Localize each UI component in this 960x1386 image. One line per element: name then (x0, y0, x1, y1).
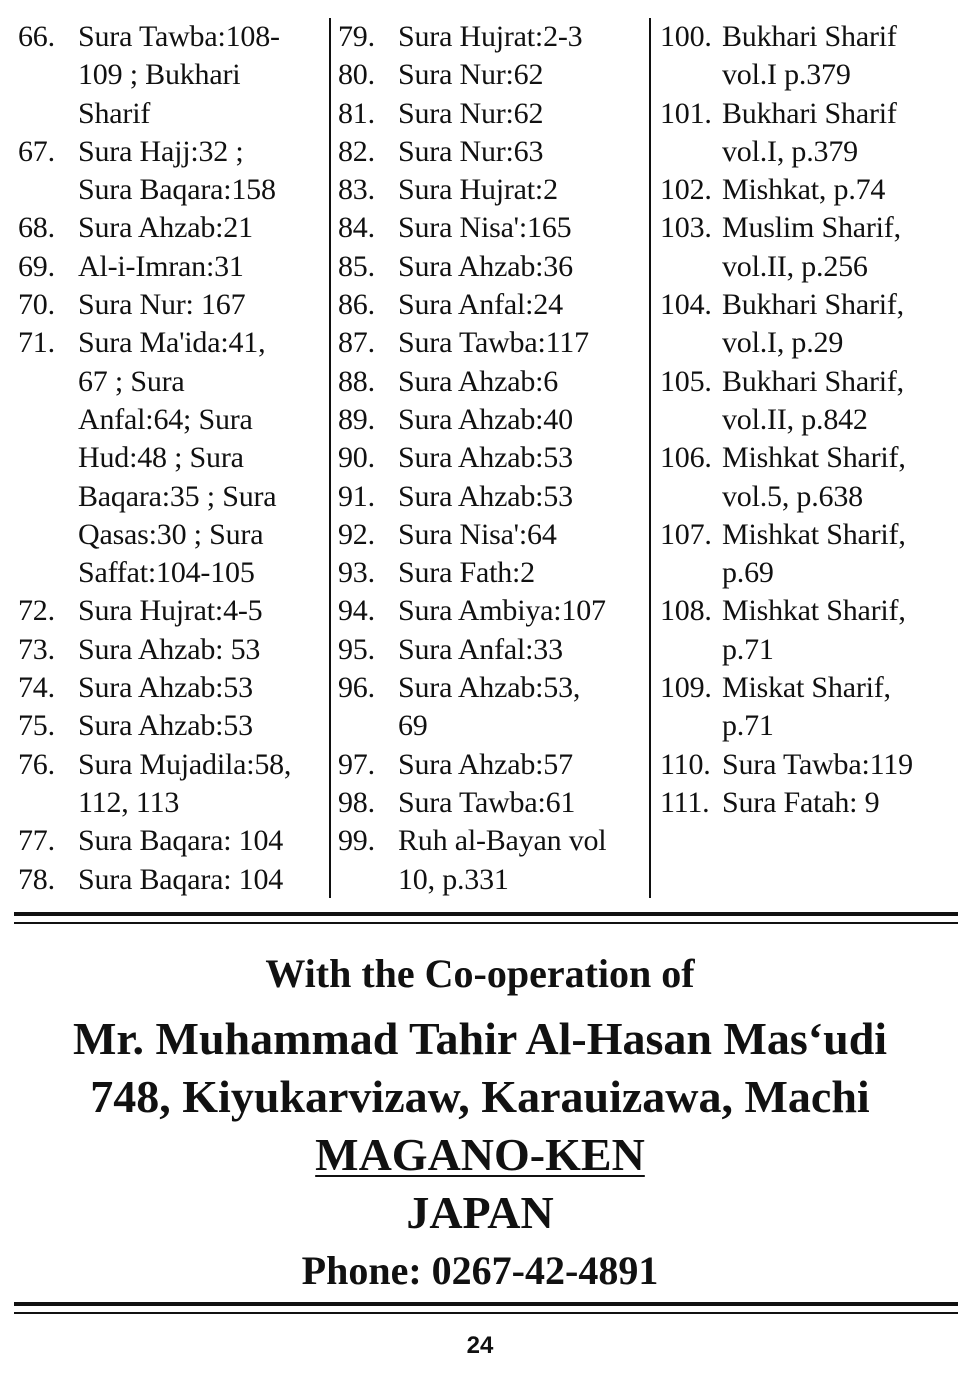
reference-number: 83. (338, 173, 375, 207)
reference-citation: Sura Nur:62 (398, 96, 544, 130)
reference-citation: Sura Ahzab: 53 (78, 632, 261, 666)
reference-citation: Sura Ma'ida:41, 67 ; Sura Anfal:64; Sura Hud:48 ; Sura Baqara:35 ; Sura Qasas:30 ; Sura Saffat:104-105 (78, 326, 277, 590)
reference-number: 76. (18, 747, 55, 781)
reference-citation: Muslim Sharif, vol.II, p.256 (722, 211, 901, 283)
reference-number: 93. (338, 556, 375, 590)
reference-citation: Sura Ahzab:36 (398, 249, 573, 283)
contributor-prefecture: MAGANO-KEN (315, 1129, 645, 1180)
reference-entry (338, 324, 646, 362)
reference-entry (18, 669, 326, 707)
reference-citation: Sura Anfal:24 (398, 288, 563, 322)
acknowledgement-block (0, 944, 960, 1298)
reference-entry (18, 248, 326, 286)
reference-number: 70. (18, 288, 55, 322)
reference-entry (338, 171, 646, 209)
reference-citation: Sura Anfal:33 (398, 632, 563, 666)
reference-citation: Sura Ahzab:53 (398, 441, 573, 475)
reference-citation: Sura Ahzab:21 (78, 211, 253, 245)
reference-citation: Sura Baqara: 104 (78, 824, 284, 858)
reference-column-2 (338, 18, 646, 899)
reference-entry (18, 209, 326, 247)
reference-entry (338, 631, 646, 669)
reference-entry (660, 746, 956, 784)
reference-number: 101. (660, 96, 712, 130)
reference-citation: Sura Tawba:119 (722, 747, 913, 781)
reference-entry (660, 171, 956, 209)
contributor-phone: Phone: 0267-42-4891 (301, 1248, 659, 1293)
reference-number: 97. (338, 747, 375, 781)
reference-number: 91. (338, 479, 375, 513)
reference-citation: Sura Tawba:117 (398, 326, 589, 360)
page-number: 24 (466, 1332, 494, 1359)
reference-citation: Bukhari Sharif vol.I, p.379 (722, 96, 897, 168)
reference-citation: Mishkat Sharif, p.69 (722, 517, 906, 590)
reference-citation: Sura Ahzab:53 (78, 709, 253, 743)
reference-citation: Al-i-Imran:31 (78, 249, 244, 283)
reference-number: 111. (660, 785, 710, 819)
reference-entry (338, 669, 646, 746)
reference-entry (338, 248, 646, 286)
reference-citation: Sura Nisa':64 (398, 517, 557, 551)
reference-entry (18, 18, 326, 133)
contributor-address: 748, Kiyukarvizaw, Karauizawa, Machi (90, 1071, 870, 1122)
reference-entry (660, 18, 956, 95)
reference-number: 98. (338, 785, 375, 819)
reference-entry (338, 209, 646, 247)
reference-entry (338, 746, 646, 784)
reference-citation: Sura Fath:2 (398, 556, 535, 590)
reference-citation: Sura Nur:63 (398, 134, 544, 168)
reference-citation: Bukhari Sharif, vol.I, p.29 (722, 288, 904, 360)
reference-entry (338, 56, 646, 94)
acknowledgement-intro: With the Co-operation of (265, 951, 695, 996)
reference-citation: Sura Hajj:32 ; Sura Baqara:158 (78, 134, 276, 207)
reference-citation: Sura Hujrat:2 (398, 173, 558, 207)
reference-number: 96. (338, 671, 375, 705)
reference-number: 66. (18, 20, 55, 53)
reference-citation: Bukhari Sharif vol.I p.379 (722, 20, 897, 92)
reference-column-1 (18, 18, 326, 899)
reference-citation: Sura Ambiya:107 (398, 594, 606, 628)
reference-entry (18, 631, 326, 669)
reference-number: 99. (338, 824, 375, 858)
reference-number: 109. (660, 671, 712, 705)
reference-entry (338, 286, 646, 324)
reference-citation: Sura Hujrat:4-5 (78, 594, 263, 628)
reference-number: 95. (338, 632, 375, 666)
reference-citation: Sura Nur: 167 (78, 288, 246, 322)
reference-citation: Sura Ahzab:6 (398, 364, 559, 398)
reference-entry (18, 133, 326, 210)
reference-number: 110. (660, 747, 711, 781)
reference-number: 77. (18, 824, 55, 858)
reference-number: 72. (18, 594, 55, 628)
reference-citation: Sura Ahzab:57 (398, 747, 573, 781)
reference-citation: Sura Tawba:108- 109 ; Bukhari Sharif (78, 20, 280, 130)
reference-number: 88. (338, 364, 375, 398)
reference-number: 100. (660, 20, 712, 53)
reference-number: 73. (18, 632, 55, 666)
reference-citation: Miskat Sharif, p.71 (722, 671, 891, 743)
reference-column-3 (660, 18, 956, 822)
reference-citation: Sura Ahzab:53 (398, 479, 573, 513)
reference-number: 79. (338, 20, 375, 53)
reference-entry (18, 592, 326, 630)
reference-citation: Sura Fatah: 9 (722, 785, 880, 819)
reference-number: 102. (660, 173, 712, 207)
reference-entry (660, 286, 956, 363)
reference-entry (338, 516, 646, 554)
reference-entry (18, 746, 326, 823)
reference-number: 108. (660, 594, 712, 628)
reference-entry (660, 669, 956, 746)
column-divider (649, 18, 651, 898)
reference-entry (338, 401, 646, 439)
reference-number: 82. (338, 134, 375, 168)
reference-entry (18, 707, 326, 745)
reference-number: 89. (338, 402, 375, 436)
reference-number: 104. (660, 288, 712, 322)
reference-entry (338, 592, 646, 630)
reference-number: 103. (660, 211, 712, 245)
reference-citation: Sura Hujrat:2-3 (398, 20, 583, 53)
reference-citation: Sura Tawba:61 (398, 785, 576, 819)
reference-entry (338, 95, 646, 133)
reference-entry (660, 592, 956, 669)
reference-citation: Sura Nur:62 (398, 58, 544, 92)
reference-entry (338, 133, 646, 171)
reference-number: 80. (338, 58, 375, 92)
reference-citation: Sura Mujadila:58, 112, 113 (78, 747, 292, 819)
reference-number: 87. (338, 326, 375, 360)
reference-entry (18, 324, 326, 592)
reference-citation: Bukhari Sharif, vol.II, p.842 (722, 364, 904, 436)
reference-number: 78. (18, 862, 55, 896)
reference-entry (18, 822, 326, 860)
reference-entry (660, 516, 956, 593)
reference-number: 92. (338, 517, 375, 551)
reference-number: 85. (338, 249, 375, 283)
reference-citation: Ruh al-Bayan vol 10, p.331 (398, 824, 607, 896)
reference-citation: Mishkat, p.74 (722, 173, 886, 207)
reference-number: 107. (660, 517, 712, 551)
reference-entry (660, 439, 956, 516)
reference-number: 106. (660, 441, 712, 475)
reference-entry (18, 286, 326, 324)
reference-entry (338, 439, 646, 477)
reference-entry (660, 363, 956, 440)
reference-number: 67. (18, 134, 55, 168)
divider-rule (14, 912, 958, 916)
reference-number: 105. (660, 364, 712, 398)
reference-number: 84. (338, 211, 375, 245)
reference-citation: Mishkat Sharif, vol.5, p.638 (722, 441, 906, 513)
reference-citation: Sura Ahzab:53, 69 (398, 671, 581, 743)
contributor-name: Mr. Muhammad Tahir Al-Hasan Mas‘udi (72, 1013, 888, 1064)
reference-number: 68. (18, 211, 55, 245)
reference-citation: Sura Nisa':165 (398, 211, 572, 245)
reference-number: 75. (18, 709, 55, 743)
divider-rule (14, 1312, 958, 1314)
reference-number: 90. (338, 441, 375, 475)
reference-entry (660, 784, 956, 822)
reference-citation: Sura Ahzab:40 (398, 402, 573, 436)
reference-entry (338, 554, 646, 592)
reference-number: 74. (18, 671, 55, 705)
reference-number: 69. (18, 249, 55, 283)
reference-list (0, 18, 960, 900)
reference-number: 86. (338, 288, 375, 322)
reference-entry (660, 95, 956, 172)
reference-entry (660, 209, 956, 286)
reference-number: 94. (338, 594, 375, 628)
reference-entry (338, 18, 646, 56)
divider-rule (14, 922, 958, 924)
divider-rule (14, 1302, 958, 1306)
reference-entry (338, 363, 646, 401)
reference-entry (18, 861, 326, 899)
reference-citation: Sura Ahzab:53 (78, 671, 253, 705)
reference-number: 81. (338, 96, 375, 130)
reference-citation: Mishkat Sharif, p.71 (722, 594, 906, 666)
reference-citation: Sura Baqara: 104 (78, 862, 284, 896)
column-divider (329, 18, 331, 898)
reference-number: 71. (18, 326, 55, 360)
contributor-country: JAPAN (406, 1187, 554, 1238)
reference-entry (338, 822, 646, 899)
reference-entry (338, 478, 646, 516)
reference-entry (338, 784, 646, 822)
